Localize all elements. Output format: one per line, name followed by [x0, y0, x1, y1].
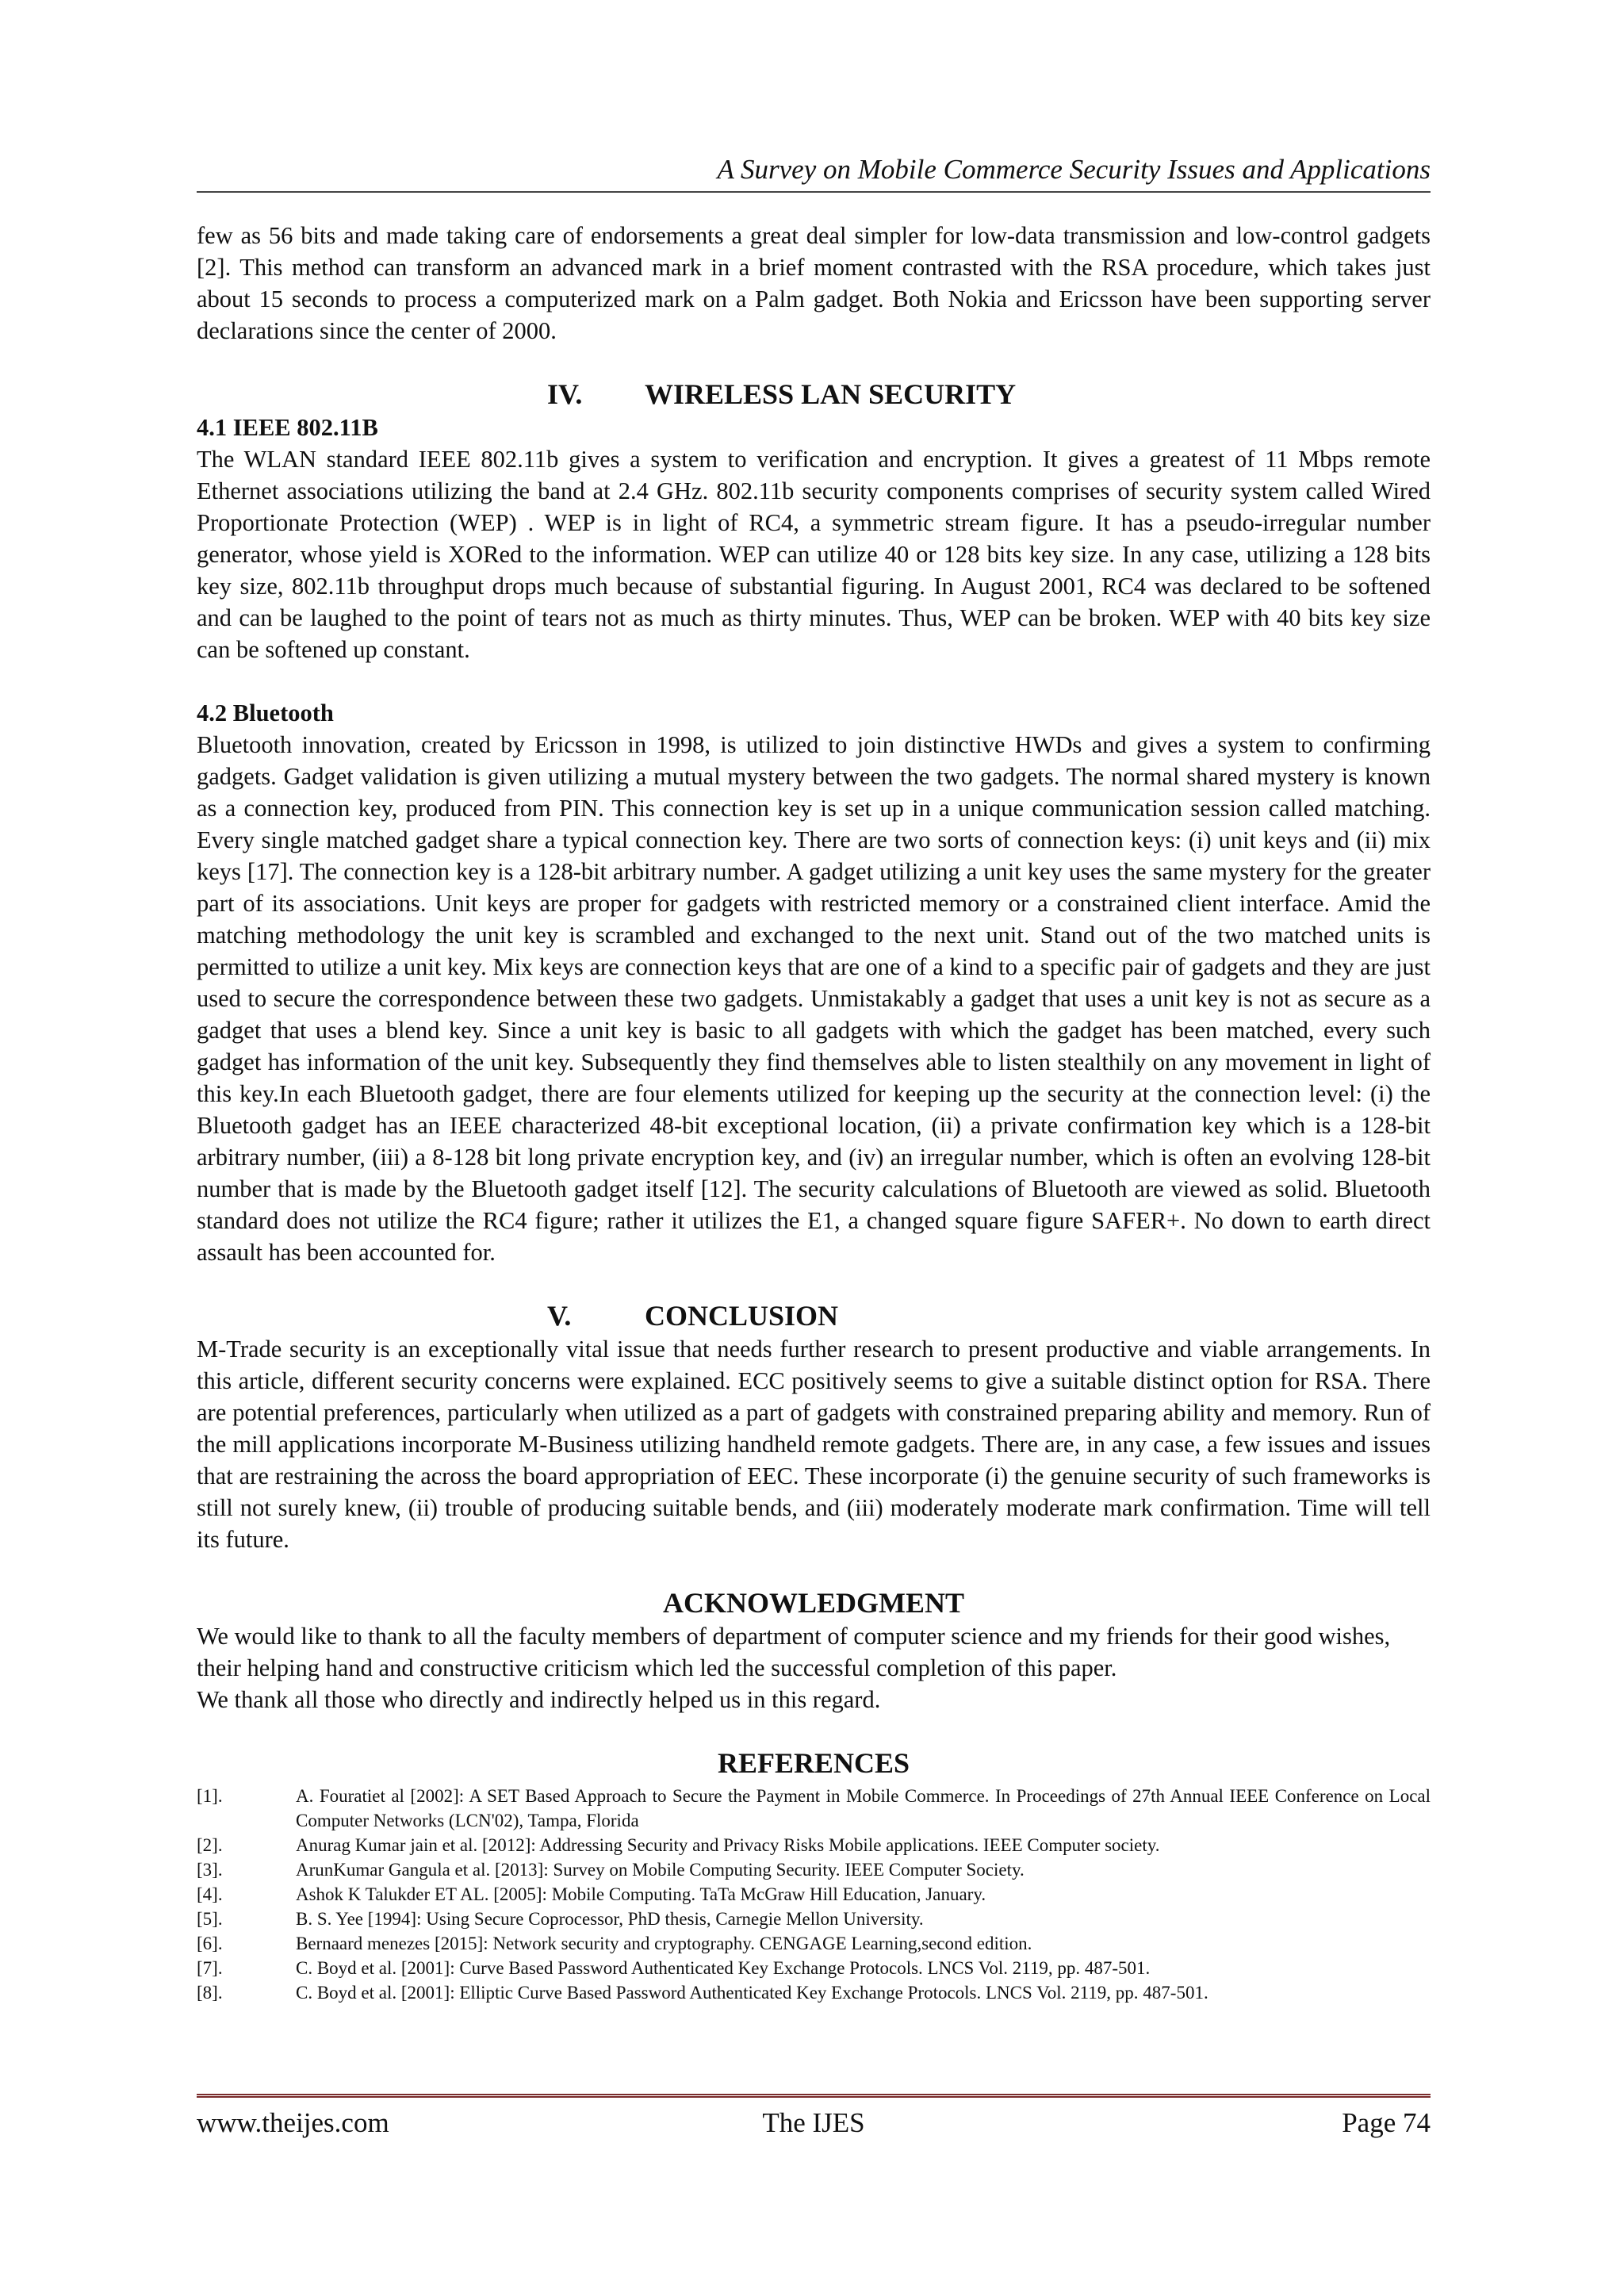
- reference-number: [5].: [197, 1909, 223, 1929]
- reference-text: Bernaard menezes [2015]: Network security and cryptography. CENGAGE Learning,second edition.: [296, 1934, 1032, 1953]
- reference-text: C. Boyd et al. [2001]: Elliptic Curve Based Password Authenticated Key Exchange Protocols. LNCS Vol. 2119, pp. 487-501.: [296, 1983, 1208, 2003]
- section-5-number: V.: [547, 1300, 572, 1332]
- footer-divider: [197, 2094, 1431, 2098]
- reference-item: [197, 1980, 1431, 2005]
- reference-number: [7].: [197, 1958, 223, 1978]
- reference-text: A. Fouratiet al [2002]: A SET Based Approach to Secure the Payment in Mobile Commerce. In Proceedings of 27th Annual IEEE Conference on Local Computer Networks (LCN'02), Tampa, Florida: [296, 1786, 1431, 1830]
- subsection-4-1-text: The WLAN standard IEEE 802.11b gives a system to verification and encryption. It gives a greatest of 11 Mbps remote Ethernet associations utilizing the band at 2.4 GHz. 802.11b security components comprises of security system called Wired Proportionate Protection (WEP) . WEP is in light of RC4, a symmetric stream figure. It has a pseudo-irregular number generator, whose yield is XORed to the information. WEP can utilize 40 or 128 bits key size. In any case, utilizing a 128 bits key size, 802.11b throughput drops much because of substantial figuring. In August 2001, RC4 was declared to be softened and can be laughed to the point of tears not as much as thirty minutes. Thus, WEP can be broken. WEP with 40 bits key size can be softened up constant.: [197, 446, 1431, 663]
- reference-item: [197, 1833, 1431, 1857]
- reference-item: [197, 1931, 1431, 1956]
- reference-item: [197, 1882, 1431, 1907]
- footer-journal: The IJES: [762, 2107, 865, 2138]
- references-heading: REFERENCES: [717, 1747, 910, 1779]
- footer-website: www.theijes.com: [197, 2107, 389, 2138]
- page-body: [197, 220, 1431, 2005]
- acknowledgment-heading: ACKNOWLEDGMENT: [662, 1587, 965, 1619]
- section-4-heading: [197, 377, 1431, 412]
- subsection-4-2-title: 4.2 Bluetooth: [197, 700, 334, 726]
- reference-item: [197, 1784, 1431, 1833]
- reference-item: [197, 1956, 1431, 1980]
- reference-number: [6].: [197, 1934, 223, 1953]
- acknowledgment-text: We would like to thank to all the faculty members of department of computer science and my friends for their good wishes, their helping hand and constructive criticism which led the successful completion of this paper.: [197, 1623, 1391, 1681]
- reference-item: [197, 1857, 1431, 1882]
- subsection-4-2-text: Bluetooth innovation, created by Ericsson in 1998, is utilized to join distinctive HWDs and gives a system to confirming gadgets. Gadget validation is given utilizing a mutual mystery between the two gadgets. The normal shared mystery is known as a connection key, produced from PIN. This connection key is set up in a unique communication session called matching. Every single matched gadget share a typical connection key. There are two sorts of connection keys: (i) unit keys and (ii) mix keys [17]. The connection key is a 128-bit arbitrary number. A gadget utilizing a unit key uses the same mystery for the greater part of its associations. Unit keys are proper for gadgets with restricted memory or a constrained client interface. Amid the matching methodology the unit key is scrambled and exchanged to the next unit. Stand out of the two matched units is permitted to utilize a unit key. Mix keys are connection keys that are one of a kind to a specific pair of gadgets and they are just used to secure the correspondence between these two gadgets. Unmistakably a gadget that uses a unit key is not as secure as a gadget that uses a blend key. Since a unit key is basic to all gadgets with which the gadget has been matched, every such gadget has information of the unit key. Subsequently they find themselves able to listen stealthily on any movement in light of this key.In each Bluetooth gadget, there are four elements utilized for keeping up the security at the connection level: (i) the Bluetooth gadget has an IEEE characterized 48-bit exceptional location, (ii) a private confirmation key which is a 128-bit arbitrary number, (iii) a 8-128 bit long private encryption key, and (iv) an irregular number, which is often an evolving 128-bit number that is made by the Bluetooth gadget itself [12]. The security calculations of Bluetooth are viewed as solid. Bluetooth standard does not utilize the RC4 figure; rather it utilizes the E1, a changed square figure SAFER+. No down to earth direct assault has been accounted for.: [197, 731, 1431, 1266]
- reference-number: [4].: [197, 1884, 223, 1904]
- conclusion-text: M-Trade security is an exceptionally vital issue that needs further research to present productive and viable arrangements. In this article, different security concerns were explained. ECC positively seems to give a suitable distinct option for RSA. There are potential preferences, particularly when utilized as a part of gadgets with constrained preparing ability and memory. Run of the mill applications incorporate M-Business utilizing handheld remote gadgets. There are, in any case, a few issues and issues that are restraining the across the board appropriation of EEC. These incorporate (i) the genuine security of such frameworks is still not surely knew, (ii) trouble of producing suitable bends, and (iii) moderately moderate mark confirmation. Time will tell its future.: [197, 1336, 1431, 1553]
- section-4-title: WIRELESS LAN SECURITY: [645, 378, 1017, 410]
- reference-text: ArunKumar Gangula et al. [2013]: Survey on Mobile Computing Security. IEEE Computer Society.: [296, 1860, 1025, 1880]
- header-divider: [197, 191, 1431, 193]
- reference-text: C. Boyd et al. [2001]: Curve Based Password Authenticated Key Exchange Protocols. LNCS Vol. 2119, pp. 487-501.: [296, 1958, 1151, 1978]
- reference-text: Anurag Kumar jain et al. [2012]: Addressing Security and Privacy Risks Mobile applications. IEEE Computer society.: [296, 1835, 1160, 1855]
- reference-number: [2].: [197, 1835, 223, 1855]
- reference-text: Ashok K Talukder ET AL. [2005]: Mobile Computing. TaTa McGraw Hill Education, January.: [296, 1884, 986, 1904]
- reference-number: [1].: [197, 1786, 223, 1806]
- section-4-number: IV.: [547, 378, 583, 410]
- reference-item: [197, 1907, 1431, 1931]
- subsection-4-1-title: 4.1 IEEE 802.11B: [197, 414, 378, 441]
- section-5-heading: [197, 1298, 1431, 1333]
- reference-text: B. S. Yee [1994]: Using Secure Coprocessor, PhD thesis, Carnegie Mellon University.: [296, 1909, 924, 1929]
- reference-number: [3].: [197, 1860, 223, 1880]
- intro-paragraph: few as 56 bits and made taking care of endorsements a great deal simpler for low-data transmission and low-control gadgets [2]. This method can transform an advanced mark in a brief moment contrasted with the RSA procedure, which takes just about 15 seconds to process a computerized mark on a Palm gadget. Both Nokia and Ericsson have been supporting server declarations since the center of 2000.: [197, 222, 1431, 344]
- reference-list: [197, 1784, 1431, 2005]
- acknowledgment-thanks: We thank all those who directly and indirectly helped us in this regard.: [197, 1686, 881, 1713]
- footer-page-number: Page 74: [1342, 2107, 1431, 2138]
- reference-number: [8].: [197, 1983, 223, 2003]
- section-5-title: CONCLUSION: [645, 1300, 839, 1332]
- running-header: A Survey on Mobile Commerce Security Issues and Applications: [717, 154, 1431, 185]
